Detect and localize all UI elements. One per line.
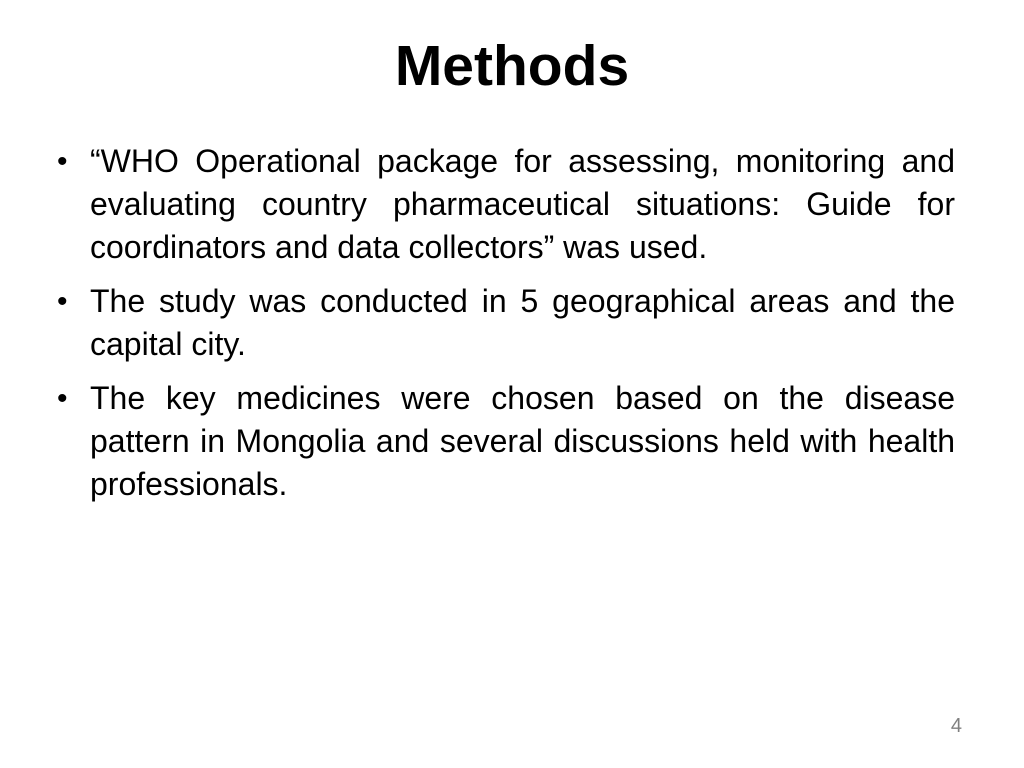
bullet-item: [55, 377, 955, 506]
slide-title: Methods: [394, 34, 630, 98]
bullet-text: The key medicines were chosen based on the disease pattern in Mongolia and several discussions held with health professionals.: [90, 380, 955, 502]
bullet-list: [55, 140, 955, 517]
bullet-icon: •: [57, 285, 68, 318]
bullet-item: [55, 280, 955, 366]
bullet-icon: •: [57, 382, 68, 415]
bullet-icon: •: [57, 145, 68, 178]
bullet-item: [55, 140, 955, 269]
bullet-text: The study was conducted in 5 geographical areas and the capital city.: [90, 283, 955, 362]
page-number: 4: [950, 715, 962, 737]
bullet-text: “WHO Operational package for assessing, monitoring and evaluating country pharmaceutical situations: Guide for coordinators and data collectors” was used.: [90, 143, 955, 265]
